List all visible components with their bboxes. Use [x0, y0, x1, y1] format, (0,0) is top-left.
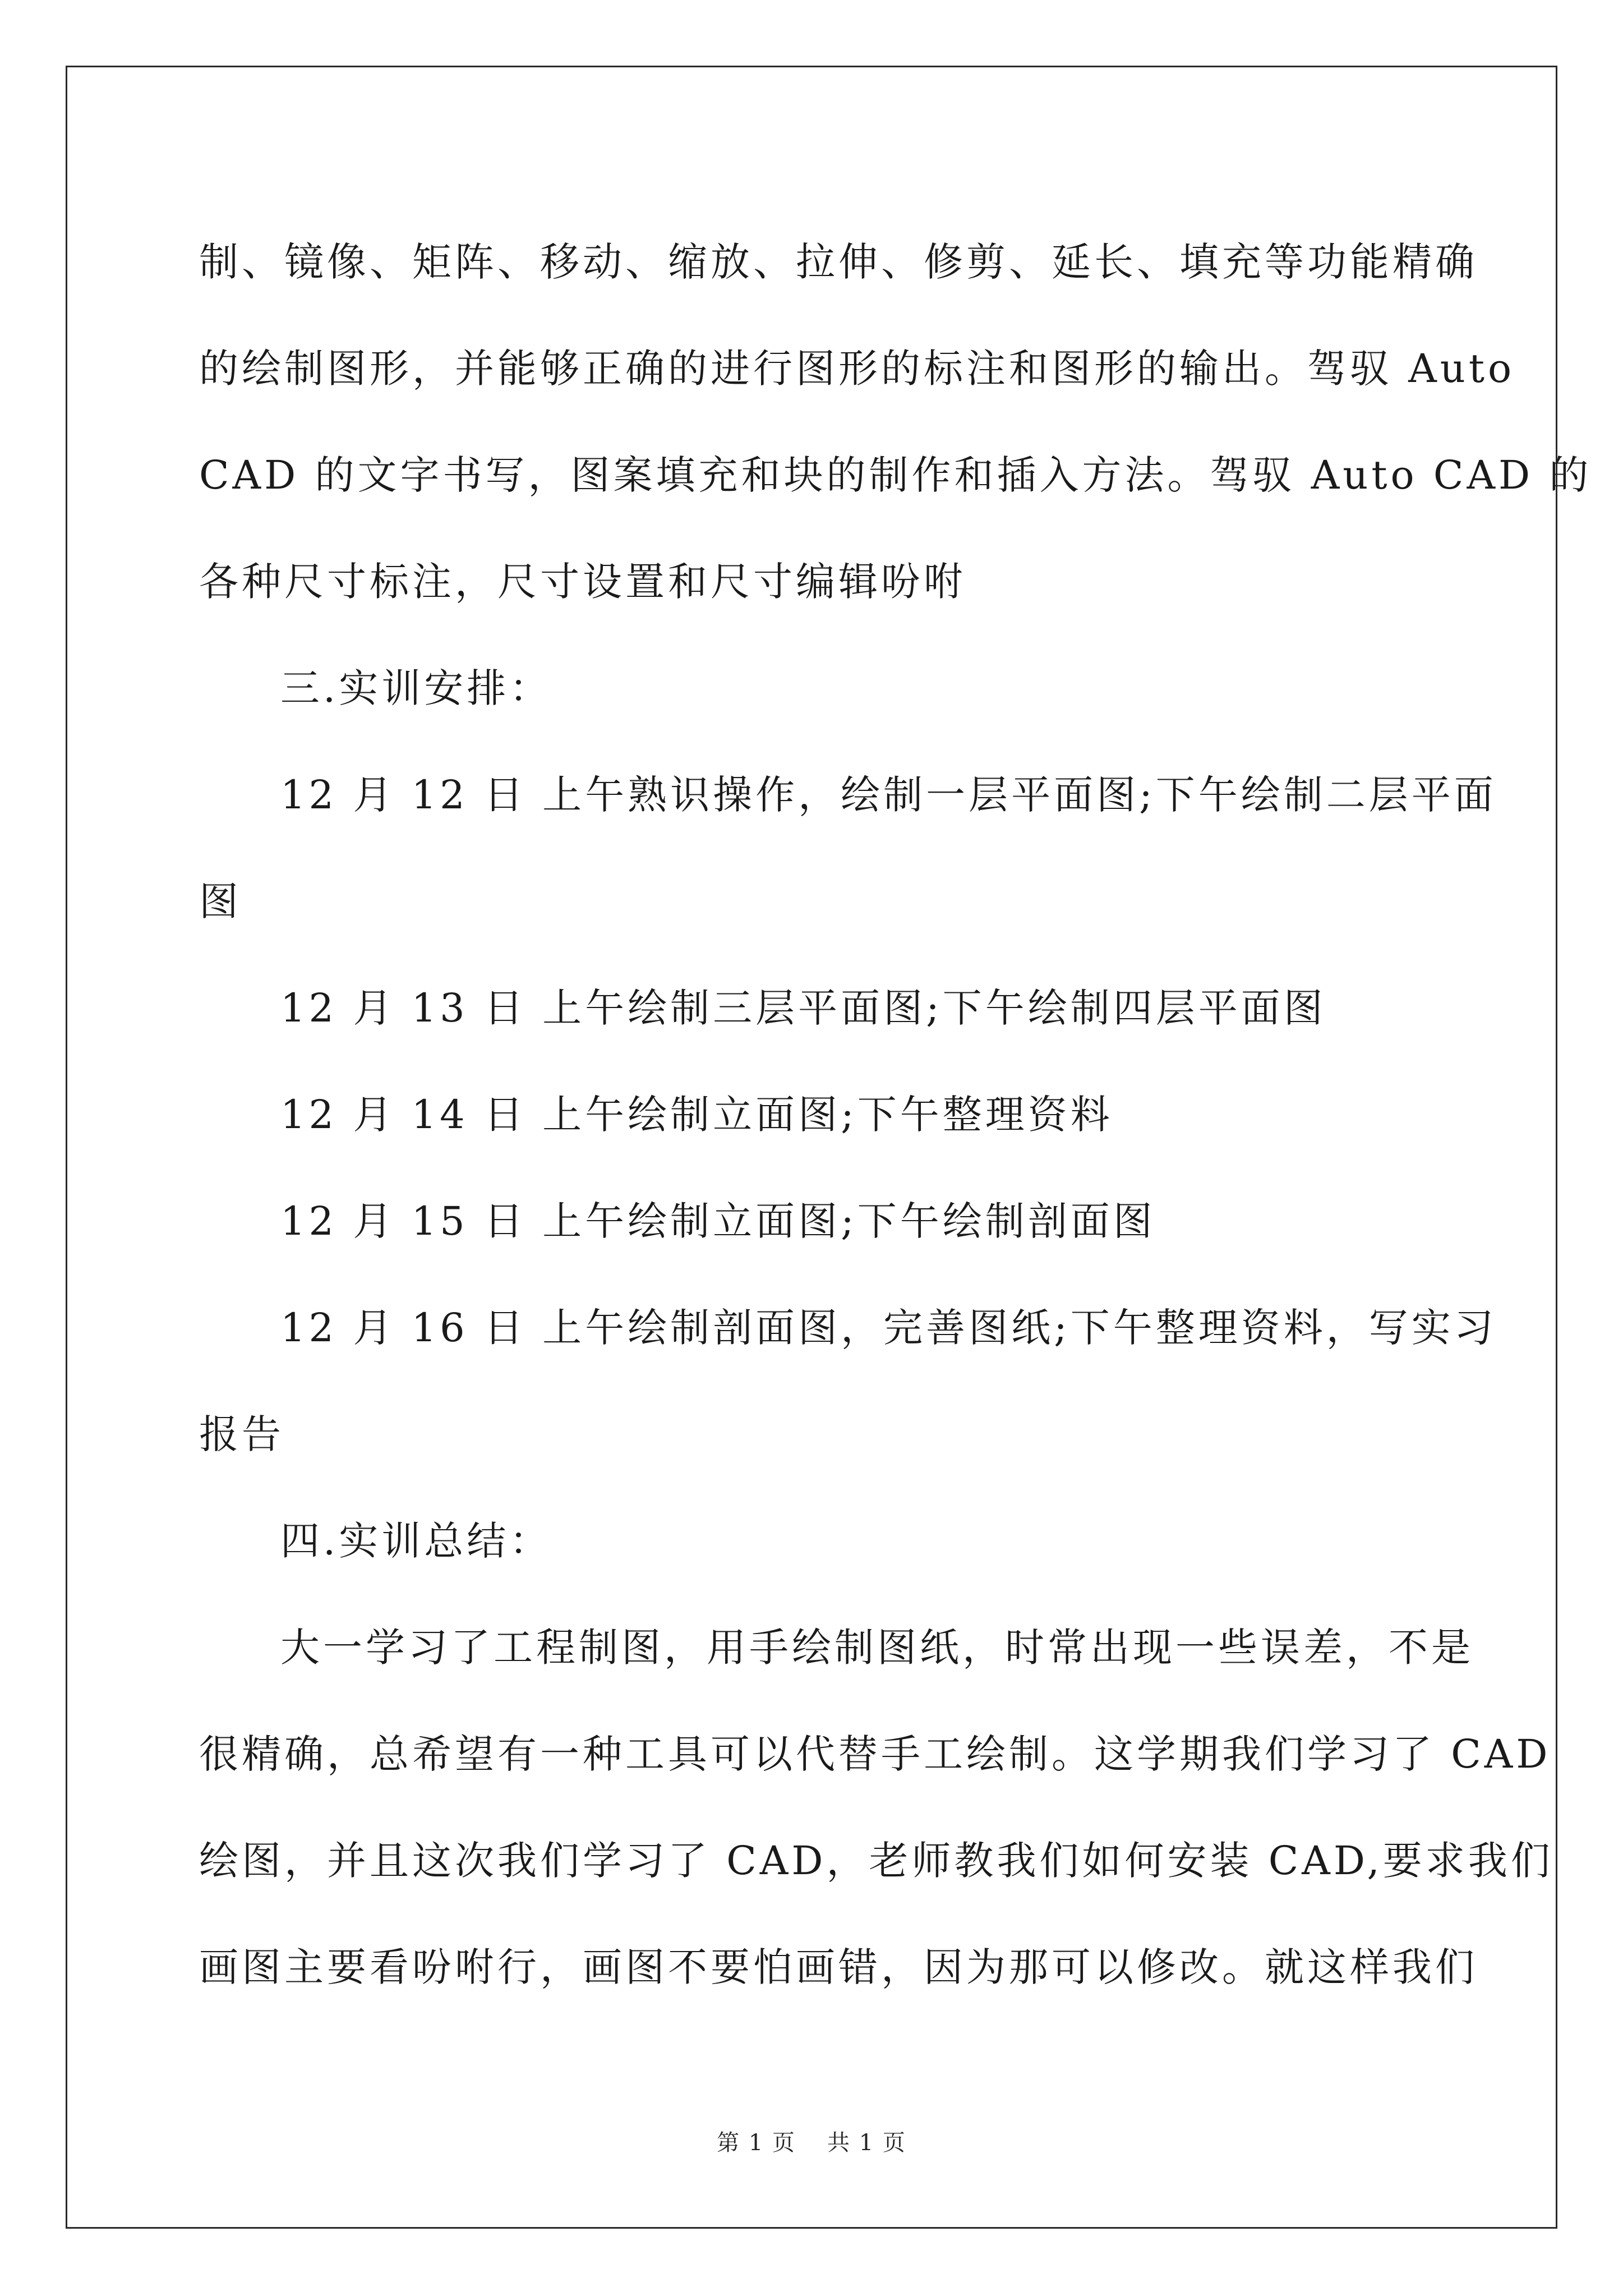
section-heading-summary: [199, 1488, 1430, 1594]
text-line: 很精确，总希望有一种工具可以代替手工绘制。这学期我们学习了 CAD: [199, 1731, 1551, 1777]
page-number-current: 第 1 页: [717, 2130, 796, 2156]
page-number-total: 共 1 页: [827, 2130, 906, 2156]
section-heading-schedule: [199, 635, 1430, 742]
text-line: 的绘制图形，并能够正确的进行图形的标注和图形的输出。驾驭 Auto: [199, 346, 1515, 392]
text-line: 大一学习了工程制图，用手绘制图纸，时常出现一些误差，不是: [280, 1625, 1474, 1671]
text-line: 报告: [199, 1411, 284, 1457]
paragraph-summary: [199, 1594, 1553, 2021]
text-line: 12 月 12 日 上午熟识操作，绘制一层平面图;下午绘制二层平面: [280, 772, 1497, 818]
text-line: 各种尺寸标注，尺寸设置和尺寸编辑吩咐: [199, 559, 966, 605]
text-line: 画图主要看吩咐行，画图不要怕画错，因为那可以修改。就这样我们: [199, 1944, 1478, 1990]
text-line: CAD 的文字书写，图案填充和块的制作和插入方法。驾驭 Auto CAD 的: [199, 452, 1592, 498]
page-footer: [0, 2126, 1623, 2160]
document-body: [199, 209, 1592, 2021]
paragraph-tools: [199, 209, 1592, 635]
text-line: 绘图，并且这次我们学习了 CAD，老师教我们如何安装 CAD,要求我们: [199, 1838, 1553, 1884]
text-line: 12 月 14 日 上午绘制立面图;下午整理资料: [280, 1092, 1113, 1138]
text-line: 12 月 13 日 上午绘制三层平面图;下午绘制四层平面图: [280, 985, 1326, 1031]
text-line: 12 月 15 日 上午绘制立面图;下午绘制剖面图: [280, 1198, 1156, 1244]
schedule-day-15: [199, 1168, 1430, 1274]
schedule-day-16: [199, 1274, 1497, 1488]
schedule-day-14: [199, 1061, 1430, 1168]
schedule-day-13: [199, 955, 1430, 1061]
text-line: 图: [199, 878, 242, 924]
heading-text: 三.实训安排：: [280, 665, 552, 711]
schedule-day-12: [199, 742, 1497, 955]
text-line: 制、镜像、矩阵、移动、缩放、拉伸、修剪、延长、填充等功能精确: [199, 239, 1478, 285]
heading-text: 四.实训总结：: [280, 1518, 552, 1564]
text-line: 12 月 16 日 上午绘制剖面图，完善图纸;下午整理资料，写实习: [280, 1305, 1497, 1351]
